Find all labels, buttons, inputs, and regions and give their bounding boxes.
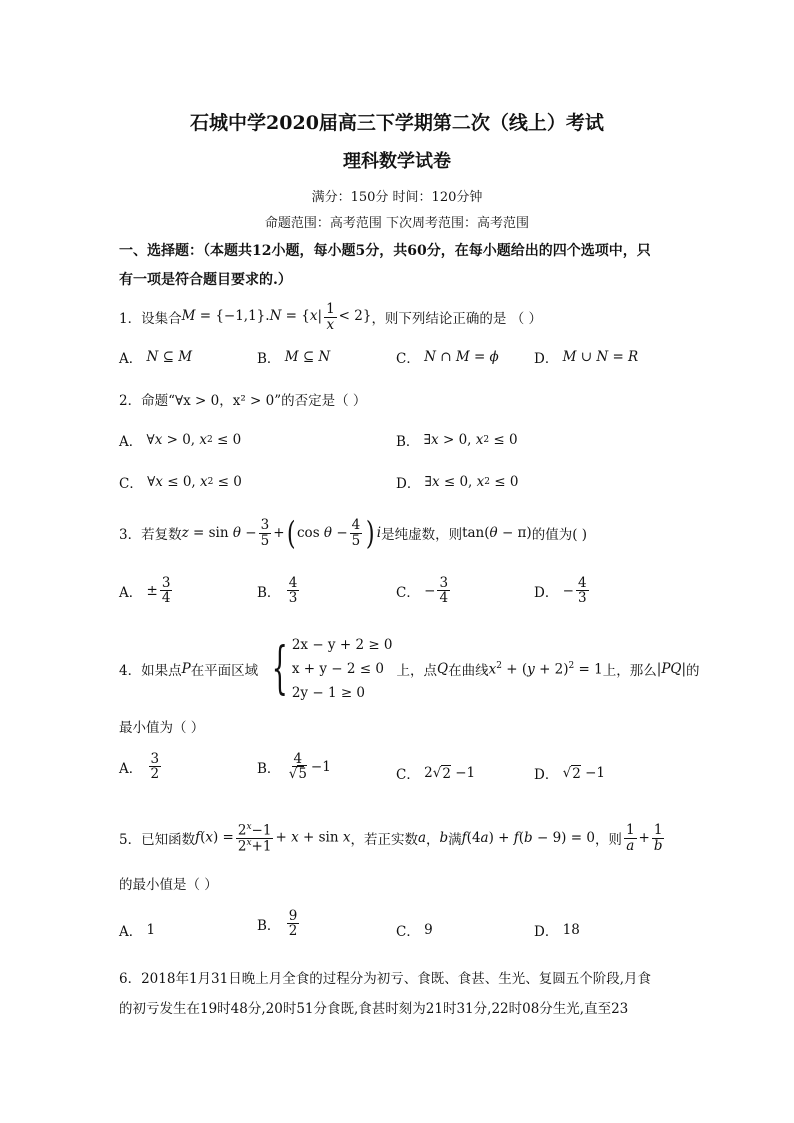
question-2-option-d: D． ∃ x ≤ 0, x 2 ≤ 0: [396, 474, 519, 492]
question-2-option-b: B． ∃ x > 0, x 2 ≤ 0: [396, 432, 518, 450]
question-2-option-c: C． ∀ x ≤ 0, x 2 ≤ 0: [119, 474, 242, 492]
question-3-option-d: D． − $\frac{4}{3}$: [534, 575, 587, 607]
question-5-stem: 5．已知函数 f(x) = $\frac{2^x-1}{2^x+1}$ + x + sin x ，若正实数 a ， b 满 f(4a) + f(b − 9) = 0 ，则 $\frac{1}{a}$ + $\frac{1}{b}$: [119, 821, 663, 854]
question-2-option-a: A． ∀ x > 0, x 2 ≤ 0: [119, 432, 242, 450]
exam-info-scope: 命题范围：高考范围 下次周考范围：高考范围: [264, 216, 530, 231]
exam-title: 石城中学2020届高三下学期第二次（线上）考试: [190, 112, 604, 134]
question-4-option-b: B． $\frac{4}{√5}$ −1: [257, 751, 331, 783]
question-1-stem: 1．设集合 M = {−1,1}.N = {x| $\frac{1}{x}$ < 2} ，则下列结论正确的是 （ ）: [119, 301, 543, 333]
question-6-line1: 6．2018年1月31日晚上月全食的过程分为初亏、食既、食甚、生光、复圆五个阶段,月食: [119, 971, 652, 987]
question-1-sets: M = {−1,1}.N = {x| $\frac{1}{x}$ < 2}: [181, 301, 372, 333]
exam-info-score-time: 满分：150分 时间：120分钟: [311, 190, 483, 205]
question-4-line2: 最小值为（ ）: [119, 720, 205, 736]
question-3-option-c: C． − $\frac{3}{4}$: [396, 575, 449, 607]
question-5-option-b: B． $\frac{9}{2}$: [257, 908, 298, 940]
question-1-option-c: C． N ∩ M = ϕ: [396, 349, 499, 367]
question-5-option-a: A． 1: [119, 922, 156, 940]
question-3-option-a: A． ± $\frac{3}{4}$: [119, 575, 171, 607]
question-2-stem: 2．命题“∀x > 0，x² > 0”的否定是（ ）: [119, 393, 367, 409]
question-6-line2: 的初亏发生在19时48分,20时51分食既,食甚时刻为21时31分,22时08分生光,直至23: [119, 1001, 629, 1017]
question-1-option-d: D． M ∪ N = R: [534, 349, 639, 367]
question-5-option-c: C． 9: [396, 922, 433, 940]
question-1-option-b: B． M ⊆ N: [257, 349, 331, 367]
section-heading-line2: 有一项是符合题目要求的.）: [119, 272, 292, 288]
question-5-option-d: D． 18: [534, 922, 580, 940]
question-5-line2: 的最小值是（ ）: [119, 877, 218, 893]
section-heading-line1: 一、选择题：（本题共12小题，每小题5分，共60分，在每小题给出的四个选项中，只: [119, 243, 651, 259]
question-3-option-b: B． $\frac{4}{3}$: [257, 575, 298, 607]
question-4-option-a: A． $\frac{3}{2}$: [119, 751, 160, 783]
question-4-stem: 4．如果点 P 在平面区域 { 2x − y + 2 ≥ 0 x + y − 2 ≤ 0 2y − 1 ≥ 0 上，点 Q 在曲线 $x^2 + (y + 2)^2 = 1$ 上，那么 |PQ| 的: [119, 630, 700, 708]
question-4-option-d: D． √ 2 −1: [534, 765, 606, 783]
question-1-option-a: A． N ⊆ M: [119, 349, 193, 367]
exam-subtitle: 理科数学试卷: [343, 151, 451, 172]
question-3-stem: 3．若复数 z = sin θ − $\frac{3}{5}$ + ( cos θ − $\frac{4}{5}$ ) i 是纯虚数，则 tan(θ − π) 的值为( ): [119, 514, 588, 552]
question-4-inequality-system: { 2x − y + 2 ≥ 0 x + y − 2 ≤ 0 2y − 1 ≥ 0: [271, 636, 393, 701]
question-4-option-c: C． 2√ 2 −1: [396, 765, 476, 783]
